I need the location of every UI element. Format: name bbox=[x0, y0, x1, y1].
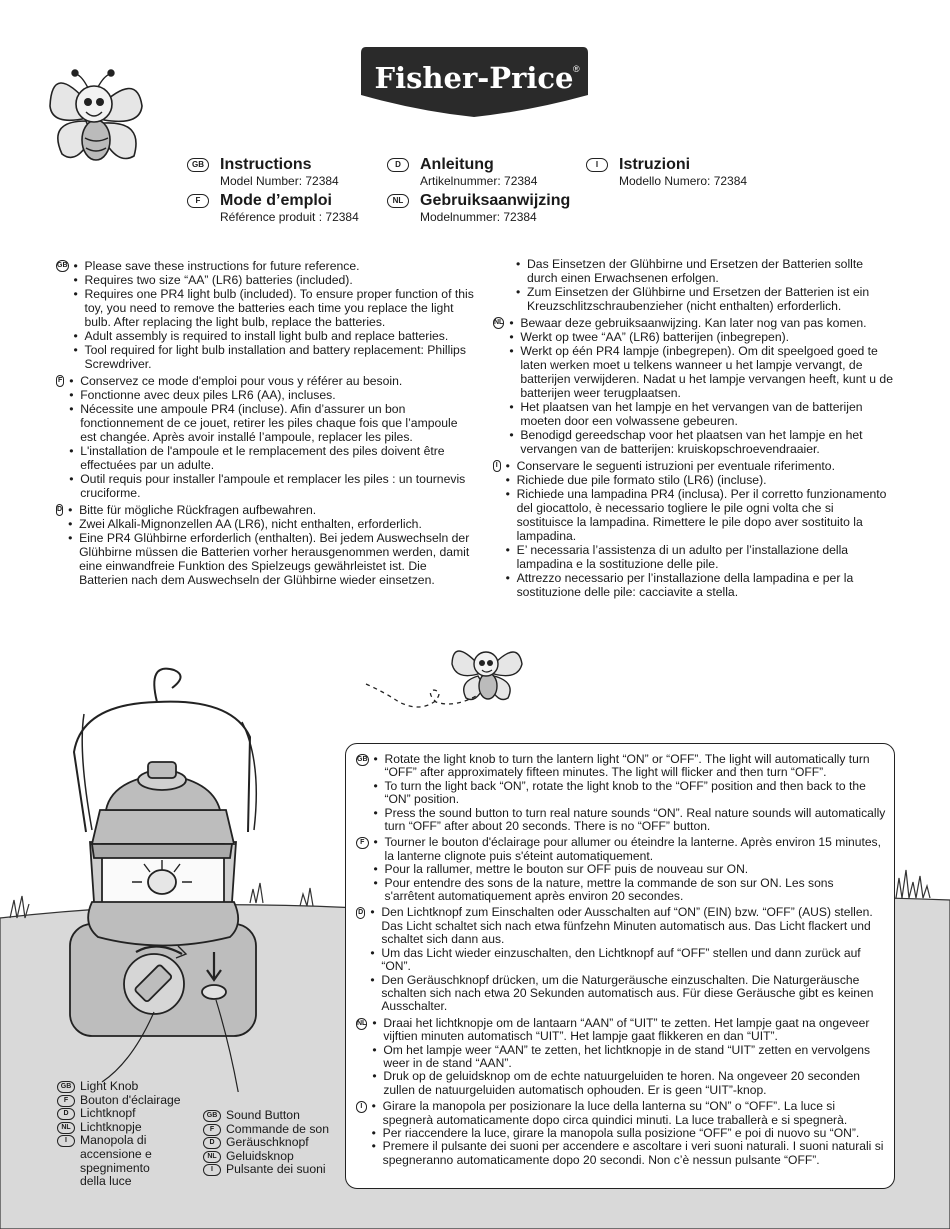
lang-badge-gb: GB bbox=[56, 260, 69, 272]
list-item: • Pour la rallumer, mettre le bouton sur OFF puis de nouveau sur ON. bbox=[374, 863, 886, 876]
list-item: • Het plaatsen van het lampje en het vervangen van de batterijen moeten door een volwassene gebeuren. bbox=[509, 400, 893, 428]
lang-badge-i: I bbox=[57, 1135, 75, 1147]
lang-badge-f: F bbox=[187, 194, 209, 208]
title-anleitung: Anleitung bbox=[420, 156, 494, 173]
list-item: • Druk op de geluidsknop om de echte natuurgeluiden te horen. Na ongeveer 20 seconden zullen de natuurgeluiden automatisch ophouden. Er is geen “UIT”-knop. bbox=[372, 1070, 886, 1097]
section-d bbox=[56, 503, 476, 587]
list-item: • Tool required for light bulb installation and battery replacement: Phillips Screwdriver. bbox=[74, 343, 477, 371]
list-item: • Werkt op twee “AA” (LR6) batterijen (inbegrepen). bbox=[509, 330, 893, 344]
lang-badge-d: D bbox=[356, 907, 365, 919]
list-item: • Conservare le seguenti istruzioni per eventuale riferimento. bbox=[506, 459, 893, 473]
lang-badge-f: F bbox=[56, 375, 64, 387]
list-item: • L'installation de l'ampoule et le remplacement des piles doivent être effectuées par un adulte. bbox=[69, 444, 476, 472]
legend-text: Sound Button bbox=[226, 1108, 300, 1122]
list-item: • Nécessite une ampoule PR4 (incluse). Afin d’assurer un bon fonctionnement de ce jouet, retirer les piles chaque fois que l’ampoule est changée. Après avoir installé l’ampoule, replacer les piles. bbox=[69, 402, 476, 444]
list-item: • Den Geräuschknopf drücken, um die Naturgeräusche einzuschalten. Die Naturgeräusche schalten sich nach etwa 20 Sekunden automatisch aus. Für diese Geräusche gibt es keinen Ausschalter. bbox=[370, 974, 886, 1014]
lang-badge-nl: NL bbox=[356, 1018, 367, 1030]
box-section-d bbox=[356, 906, 886, 1013]
list-item: • Rotate the light knob to turn the lantern light “ON” or “OFF”. The light will automatically turn “OFF” after approximately fifteen minutes. The light will flicker and then turn “OFF”. bbox=[374, 753, 887, 780]
list-item: • Fonctionne avec deux piles LR6 (AA), incluses. bbox=[69, 388, 476, 402]
box-section-i bbox=[356, 1100, 886, 1167]
lang-badge-nl: NL bbox=[387, 194, 409, 208]
legend-light-knob bbox=[57, 1080, 197, 1189]
lang-badge-f: F bbox=[356, 837, 369, 849]
header-nl bbox=[387, 192, 570, 225]
list-item: • Conservez ce mode d'emploi pour vous y référer au besoin. bbox=[69, 374, 476, 388]
legend-sound-button bbox=[203, 1109, 353, 1177]
title-gebruiksaanwijzing: Gebruiksaanwijzing bbox=[420, 192, 571, 209]
lang-badge-d: D bbox=[57, 1108, 75, 1120]
list-item: • Um das Licht wieder einzuschalten, den Lichtknopf auf “OFF” stellen und dann zurück auf “ON”. bbox=[370, 947, 886, 974]
logo-text: Fisher-Price bbox=[374, 61, 574, 95]
list-item: • Tourner le bouton d'éclairage pour allumer ou éteindre la lanterne. Après environ 15 minutes, la lanterne clignote puis s'éteint automatiquement. bbox=[374, 836, 886, 863]
list-item: • Zum Einsetzen der Glühbirne und Ersetzen der Batterien ist ein Kreuzschlitzschraubenzieher (nicht enthalten) erforderlich. bbox=[516, 285, 893, 313]
list-item: • Requires one PR4 light bulb (included). To ensure proper function of this toy, you need to remove the batteries each time you replace the light bulb. After replacing the light bulb, replace the batteries. bbox=[74, 287, 477, 329]
list-item: • Girare la manopola per posizionare la luce della lanterna su “ON” o “OFF”. La luce si spegnerà automaticamente dopo circa quindici minuti. La luce traballerà e si spegnerà. bbox=[372, 1100, 886, 1127]
lang-badge-gb: GB bbox=[203, 1110, 221, 1122]
list-item: • Om het lampje weer “AAN” te zetten, het lichtknopje in de stand “UIT” zetten en vervolgens weer in de stand “AAN”. bbox=[372, 1044, 886, 1071]
list-item: • Richiede una lampadina PR4 (inclusa). Per il corretto funzionamento del giocattolo, è necessario togliere le pile ogni volta che si sostituisce la lampadina. Rimettere le pile dopo aver sostituito la lampadina. bbox=[506, 487, 893, 543]
list-item: • Richiede due pile formato stilo (LR6) (incluse). bbox=[506, 473, 893, 487]
list-item: • Den Lichtknopf zum Einschalten oder Ausschalten auf “ON” (EIN) bzw. “OFF” (AUS) stellen. Das Licht schaltet sich nach etwa fünfzehn Minuten automatisch aus. Das Licht flackert und schaltet sich dann aus. bbox=[370, 906, 886, 946]
header-d bbox=[387, 156, 537, 189]
lang-badge-gb: GB bbox=[57, 1081, 75, 1093]
lang-badge-d: D bbox=[203, 1137, 221, 1149]
title-istruzioni: Istruzioni bbox=[619, 156, 691, 173]
list-item: • Eine PR4 Glühbirne erforderlich (enthalten). Bei jedem Auswechseln der Glühbirne müssen die Batterien vorher herausgenommen werden, damit eine einwandfreie Funktion des Spielzeugs gewährleistet ist. Die Batterien nach dem Auswechseln der Glühbirne wieder einsetzen. bbox=[68, 531, 476, 587]
section-i bbox=[493, 459, 893, 599]
list-item: • Attrezzo necessario per l’installazione della lampadina e per la sostituzione delle pile: cacciavite a stella. bbox=[506, 571, 893, 599]
lang-badge-gb: GB bbox=[356, 754, 369, 766]
lang-badge-f: F bbox=[57, 1095, 75, 1107]
title-mode-emploi: Mode d’emploi bbox=[220, 192, 332, 209]
legend-text: Commande de son bbox=[226, 1121, 329, 1136]
operation-box bbox=[345, 743, 895, 1189]
lang-badge-i: I bbox=[356, 1101, 367, 1113]
section-gb bbox=[56, 259, 476, 371]
list-item: • Requires two size “AA” (LR6) batteries (included). bbox=[74, 273, 477, 287]
list-item: • Per riaccendere la luce, girare la manopola sulla posizione “OFF” e poi di nuovo su “ON”. bbox=[372, 1127, 886, 1140]
modelnummer: Modelnummer: 72384 bbox=[420, 210, 537, 224]
list-item: • Werkt op één PR4 lampje (inbegrepen). Om dit speelgoed goed te laten werken moet u telkens wanneer u het lampje vervangt, de batterijen verwijderen. Nadat u het lampje vervangen heeft, kunt u de batterijen weer terugplaatsen. bbox=[509, 344, 893, 400]
list-item: • Bewaar deze gebruiksaanwijzing. Kan later nog van pas komen. bbox=[509, 316, 893, 330]
svg-text:®: ® bbox=[573, 64, 580, 74]
lang-badge-d: D bbox=[56, 504, 63, 516]
lang-badge-nl: NL bbox=[203, 1151, 221, 1163]
lang-badge-gb: GB bbox=[187, 158, 209, 172]
left-column bbox=[56, 259, 476, 587]
list-item: • Press the sound button to turn real nature sounds “ON”. Real nature sounds will automatically turn “OFF” after about 20 seconds. There is no “OFF” button. bbox=[374, 807, 887, 834]
list-item: • Premere il pulsante dei suoni per accendere e ascoltare i veri suoni naturali. I suoni naturali si spegneranno automaticamente dopo 20 secondi. Non c’è nessun pulsante “OFF”. bbox=[372, 1140, 886, 1167]
lantern-illustration bbox=[62, 662, 352, 1092]
list-item: • Zwei Alkali-Mignonzellen AA (LR6), nicht enthalten, erforderlich. bbox=[68, 517, 476, 531]
box-section-gb bbox=[356, 753, 886, 833]
legend-text: Lichtknopf bbox=[80, 1106, 136, 1121]
lang-badge-i: I bbox=[586, 158, 608, 172]
list-item: • Outil requis pour installer l'ampoule et remplacer les piles : un tournevis cruciforme. bbox=[69, 472, 476, 500]
box-section-nl bbox=[356, 1017, 886, 1097]
list-item: • Benodigd gereedschap voor het plaatsen van het lampje en het vervangen van de batterijen: kruiskopschroevendraaier. bbox=[509, 428, 893, 456]
list-item: • E’ necessaria l’assistenza di un adulto per l’installazione della lampadina e la sostituzione delle pile. bbox=[506, 543, 893, 571]
list-item: • Pour entendre des sons de la nature, mettre la commande de son sur ON. Les sons s'arrêtent automatiquement après environ 20 secondes. bbox=[374, 877, 886, 904]
lang-badge-i: I bbox=[203, 1164, 221, 1176]
legend-text: Manopola di accensione e spegnimento della luce bbox=[80, 1133, 152, 1189]
reference-produit: Référence produit : 72384 bbox=[220, 210, 359, 224]
section-nl bbox=[493, 316, 893, 456]
artikelnummer: Artikelnummer: 72384 bbox=[420, 174, 538, 188]
title-instructions: Instructions bbox=[220, 156, 312, 173]
lang-badge-nl: NL bbox=[57, 1122, 75, 1134]
list-item: • To turn the light back “ON”, rotate the light knob to the “OFF” position and then back to the “ON” position. bbox=[374, 780, 887, 807]
lang-badge-nl: NL bbox=[493, 317, 504, 329]
list-item: • Please save these instructions for future reference. bbox=[74, 259, 477, 273]
list-item: • Adult assembly is required to install light bulb and replace batteries. bbox=[74, 329, 477, 343]
legend-text: Lichtknopje bbox=[80, 1119, 142, 1134]
legend-text: Geräuschknopf bbox=[226, 1135, 309, 1150]
header-gb bbox=[187, 156, 339, 189]
section-d-continued bbox=[493, 257, 893, 313]
legend-text: Geluidsknop bbox=[226, 1148, 294, 1163]
box-section-f bbox=[356, 836, 886, 903]
lang-badge-d: D bbox=[387, 158, 409, 172]
legend-text: Bouton d'éclairage bbox=[80, 1092, 181, 1107]
lang-badge-i: I bbox=[493, 460, 501, 472]
legend-text: Pulsante dei suoni bbox=[226, 1162, 326, 1177]
bee-illustration bbox=[42, 66, 150, 170]
list-item: • Das Einsetzen der Glühbirne und Ersetzen der Batterien sollte durch einen Erwachsenen erfolgen. bbox=[516, 257, 893, 285]
list-item: • Bitte für mögliche Rückfragen aufbewahren. bbox=[68, 503, 476, 517]
fisher-price-logo bbox=[360, 45, 589, 119]
right-column bbox=[493, 257, 893, 599]
legend-text: Light Knob bbox=[80, 1079, 139, 1093]
section-f bbox=[56, 374, 476, 500]
list-item: • Draai het lichtknopje om de lantaarn “AAN” of “UIT” te zetten. Het lampje gaat na ongeveer vijftien minuten automatisch “UIT”. Het lampje gaat flikkeren en dan “UIT”. bbox=[372, 1017, 886, 1044]
flight-path bbox=[364, 672, 484, 712]
model-number: Model Number: 72384 bbox=[220, 174, 339, 188]
header-f bbox=[187, 192, 359, 225]
lang-badge-f: F bbox=[203, 1124, 221, 1136]
header-i bbox=[586, 156, 747, 189]
modello-numero: Modello Numero: 72384 bbox=[619, 174, 748, 188]
